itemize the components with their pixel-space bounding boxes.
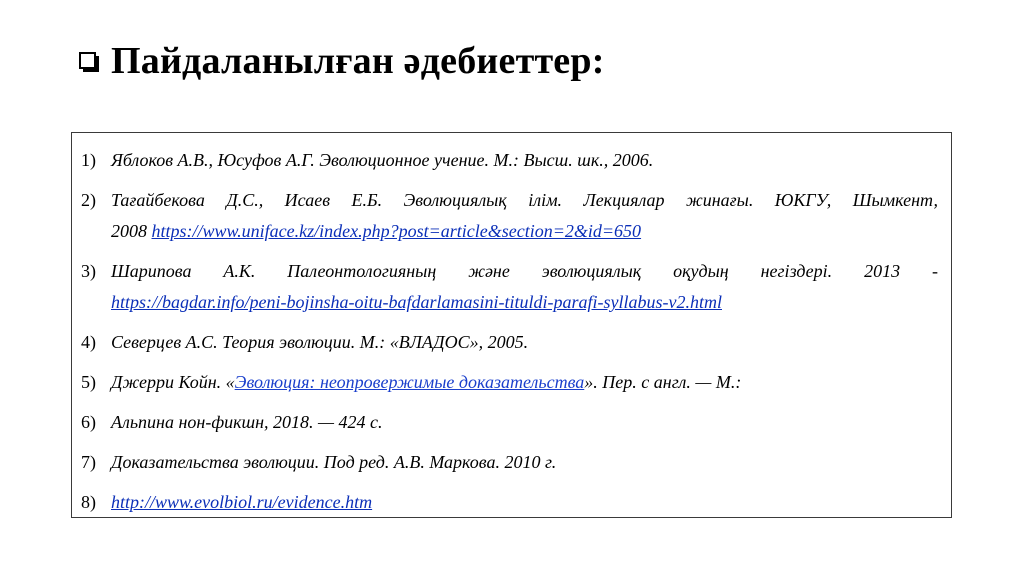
reference-text: Северцев А.С. Теория эволюции. М.: «ВЛАДОС», 2005. <box>111 332 529 352</box>
reference-item-8 <box>81 487 938 518</box>
references-box <box>71 132 952 518</box>
reference-number: 8) <box>81 492 96 512</box>
reference-text: Яблоков А.В., Юсуфов А.Г. Эволюционное учение. М.: Высш. шк., 2006. <box>111 150 654 170</box>
reference-number: 7) <box>81 452 96 472</box>
reference-text: Шарипова А.К. Палеонтологияның және эволюциялық оқудың негіздері. 2013 - <box>111 261 938 281</box>
checkbox-bullet-icon <box>79 52 100 73</box>
reference-text: Альпина нон-фикшн, 2018. — 424 с. <box>111 412 383 432</box>
reference-link-coyne-book[interactable]: Эволюция: неопровержимые доказательства <box>234 372 585 392</box>
reference-text: ». Пер. с англ. — М.: <box>584 372 742 392</box>
slide-title: Пайдаланылған әдебиеттер: <box>111 40 605 82</box>
reference-number: 1) <box>81 150 96 170</box>
reference-text: Тағайбекова Д.С., Исаев Е.Б. Эволюциялық ілім. Лекциялар жинағы. ЮКГУ, Шымкент, <box>111 190 938 210</box>
reference-body <box>111 487 938 518</box>
slide-title-row <box>79 36 605 86</box>
reference-item-6 <box>81 407 938 438</box>
reference-item-2 <box>81 185 938 247</box>
reference-line <box>111 216 938 247</box>
reference-line <box>111 287 938 318</box>
reference-text: Доказательства эволюции. Под ред. А.В. Маркова. 2010 г. <box>111 452 557 472</box>
references-list <box>81 145 938 518</box>
reference-number: 4) <box>81 332 96 352</box>
reference-body <box>111 367 938 398</box>
reference-body <box>111 185 938 247</box>
reference-text: 2008 <box>111 221 152 241</box>
reference-link-uniface[interactable]: https://www.uniface.kz/index.php?post=article&section=2&id=650 <box>151 221 642 241</box>
reference-item-3 <box>81 256 938 318</box>
reference-number: 6) <box>81 412 96 432</box>
reference-item-7 <box>81 447 938 478</box>
reference-number: 2) <box>81 190 96 210</box>
reference-item-1 <box>81 145 938 176</box>
reference-link-bagdar[interactable]: https://bagdar.info/peni-bojinsha-oitu-bafdarlamasini-tituldi-parafi-syllabus-v2.html <box>111 292 722 312</box>
reference-text: Джерри Койн. « <box>111 372 235 392</box>
reference-number: 5) <box>81 372 96 392</box>
reference-item-5 <box>81 367 938 398</box>
reference-number: 3) <box>81 261 96 281</box>
reference-item-4 <box>81 327 938 358</box>
reference-link-evolbiol[interactable]: http://www.evolbiol.ru/evidence.htm <box>111 492 373 512</box>
reference-body <box>111 256 938 318</box>
